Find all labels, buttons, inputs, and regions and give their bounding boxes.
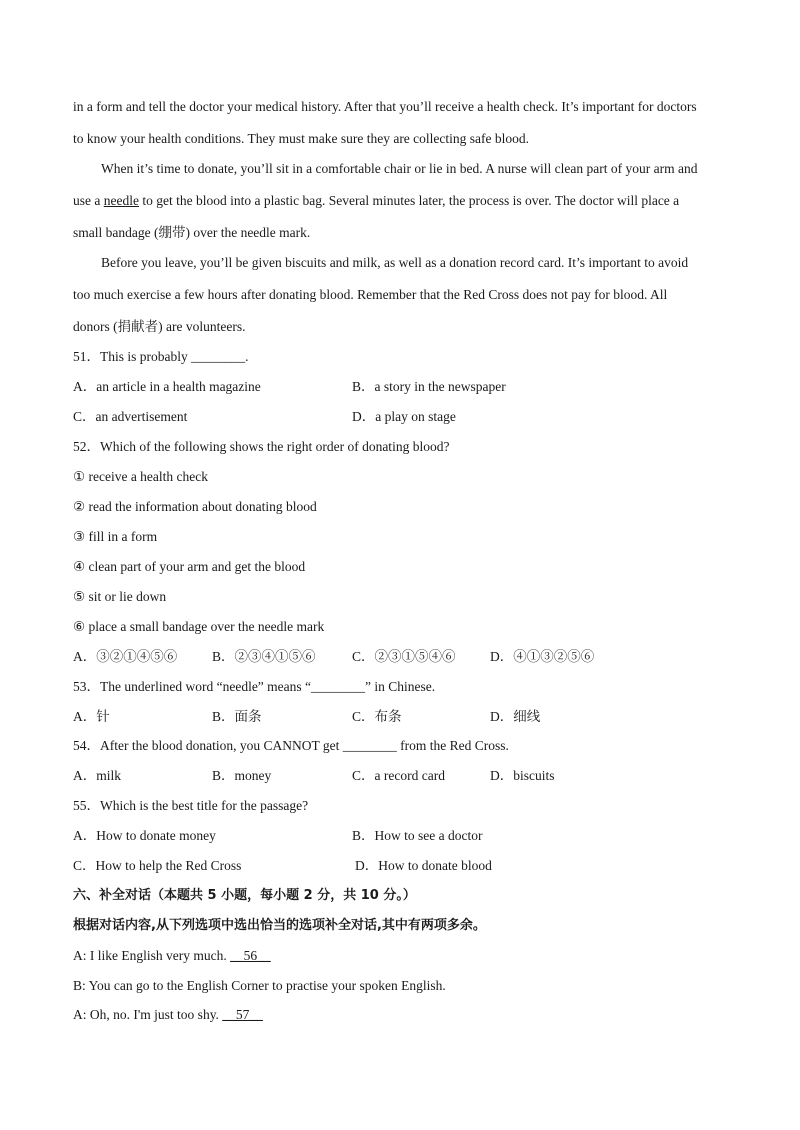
underlined-word-needle: needle: [103, 193, 139, 208]
section-instruction: 根据对话内容,从下列选项中选出恰当的选项补全对话,其中有两项多余。: [73, 918, 486, 933]
option-54-d: D．biscuits: [490, 768, 555, 783]
option-55-b: B．How to see a doctor: [352, 828, 483, 843]
passage-line: too much exercise a few hours after donating blood. Remember that the Red Cross does not pay for blood. All: [73, 287, 668, 302]
step-item: ① receive a health check: [73, 469, 209, 484]
passage-line: to know your health conditions. They must make sure they are collecting safe blood.: [73, 131, 530, 146]
dialogue-line: B: You can go to the English Corner to practise your spoken English.: [73, 978, 446, 993]
option-51-a: A．an article in a health magazine: [73, 379, 261, 394]
blank-56: __56__: [230, 948, 271, 963]
option-52-d: D．④①③②⑤⑥: [490, 649, 595, 664]
option-54-c: C．a record card: [352, 768, 445, 783]
question-54-stem: 54．After the blood donation, you CANNOT get ________ from the Red Cross.: [73, 738, 509, 753]
dialogue-line: [73, 948, 271, 964]
step-item: ④ clean part of your arm and get the blood: [73, 559, 306, 574]
passage-line: in a form and tell the doctor your medical history. After that you’ll receive a health check. It’s important for doctors: [73, 99, 697, 114]
option-55-d: D．How to donate blood: [355, 858, 492, 873]
option-53-b: B．面条: [212, 709, 262, 724]
question-53-stem: 53．The underlined word “needle” means “________” in Chinese.: [73, 679, 436, 694]
option-53-c: C．布条: [352, 709, 402, 724]
passage-line: small bandage (绷带) over the needle mark.: [73, 225, 311, 240]
dialogue-line: [73, 1007, 263, 1023]
dialogue-text: A: Oh, no. I'm just too shy.: [73, 1007, 223, 1022]
option-55-c: C．How to help the Red Cross: [73, 858, 242, 873]
passage-text: use a: [73, 193, 104, 208]
step-item: ③ fill in a form: [73, 529, 158, 544]
option-53-d: D．细线: [490, 709, 541, 724]
option-52-c: C．②③①⑤④⑥: [352, 649, 456, 664]
option-51-c: C．an advertisement: [73, 409, 188, 424]
option-51-d: D．a play on stage: [352, 409, 456, 424]
passage-line: When it’s time to donate, you’ll sit in a comfortable chair or lie in bed. A nurse will clean part of your arm and: [101, 161, 698, 176]
step-item: ⑥ place a small bandage over the needle mark: [73, 619, 325, 634]
section-heading: 六、补全对话（本题共 5 小题，每小题 2 分，共 10 分。）: [73, 888, 416, 903]
question-52-stem: 52．Which of the following shows the right order of donating blood?: [73, 439, 450, 454]
passage-line: [73, 193, 679, 209]
option-54-a: A．milk: [73, 768, 122, 783]
blank-57: __57__: [222, 1007, 263, 1022]
step-item: ② read the information about donating blood: [73, 499, 317, 514]
option-52-b: B．②③④①⑤⑥: [212, 649, 316, 664]
question-51-stem: 51．This is probably ________.: [73, 349, 249, 364]
option-52-a: A．③②①④⑤⑥: [73, 649, 178, 664]
question-55-stem: 55．Which is the best title for the passage?: [73, 798, 309, 813]
option-51-b: B．a story in the newspaper: [352, 379, 506, 394]
passage-line: Before you leave, you’ll be given biscuits and milk, as well as a donation record card. It’s important to avoid: [101, 255, 689, 270]
passage-line: donors (捐献者) are volunteers.: [73, 319, 246, 334]
passage-text: to get the blood into a plastic bag. Several minutes later, the process is over. The doctor will place a: [138, 193, 680, 208]
step-item: ⑤ sit or lie down: [73, 589, 167, 604]
option-55-a: A．How to donate money: [73, 828, 216, 843]
option-54-b: B．money: [212, 768, 272, 783]
dialogue-text: A: I like English very much.: [73, 948, 231, 963]
option-53-a: A．针: [73, 709, 110, 724]
